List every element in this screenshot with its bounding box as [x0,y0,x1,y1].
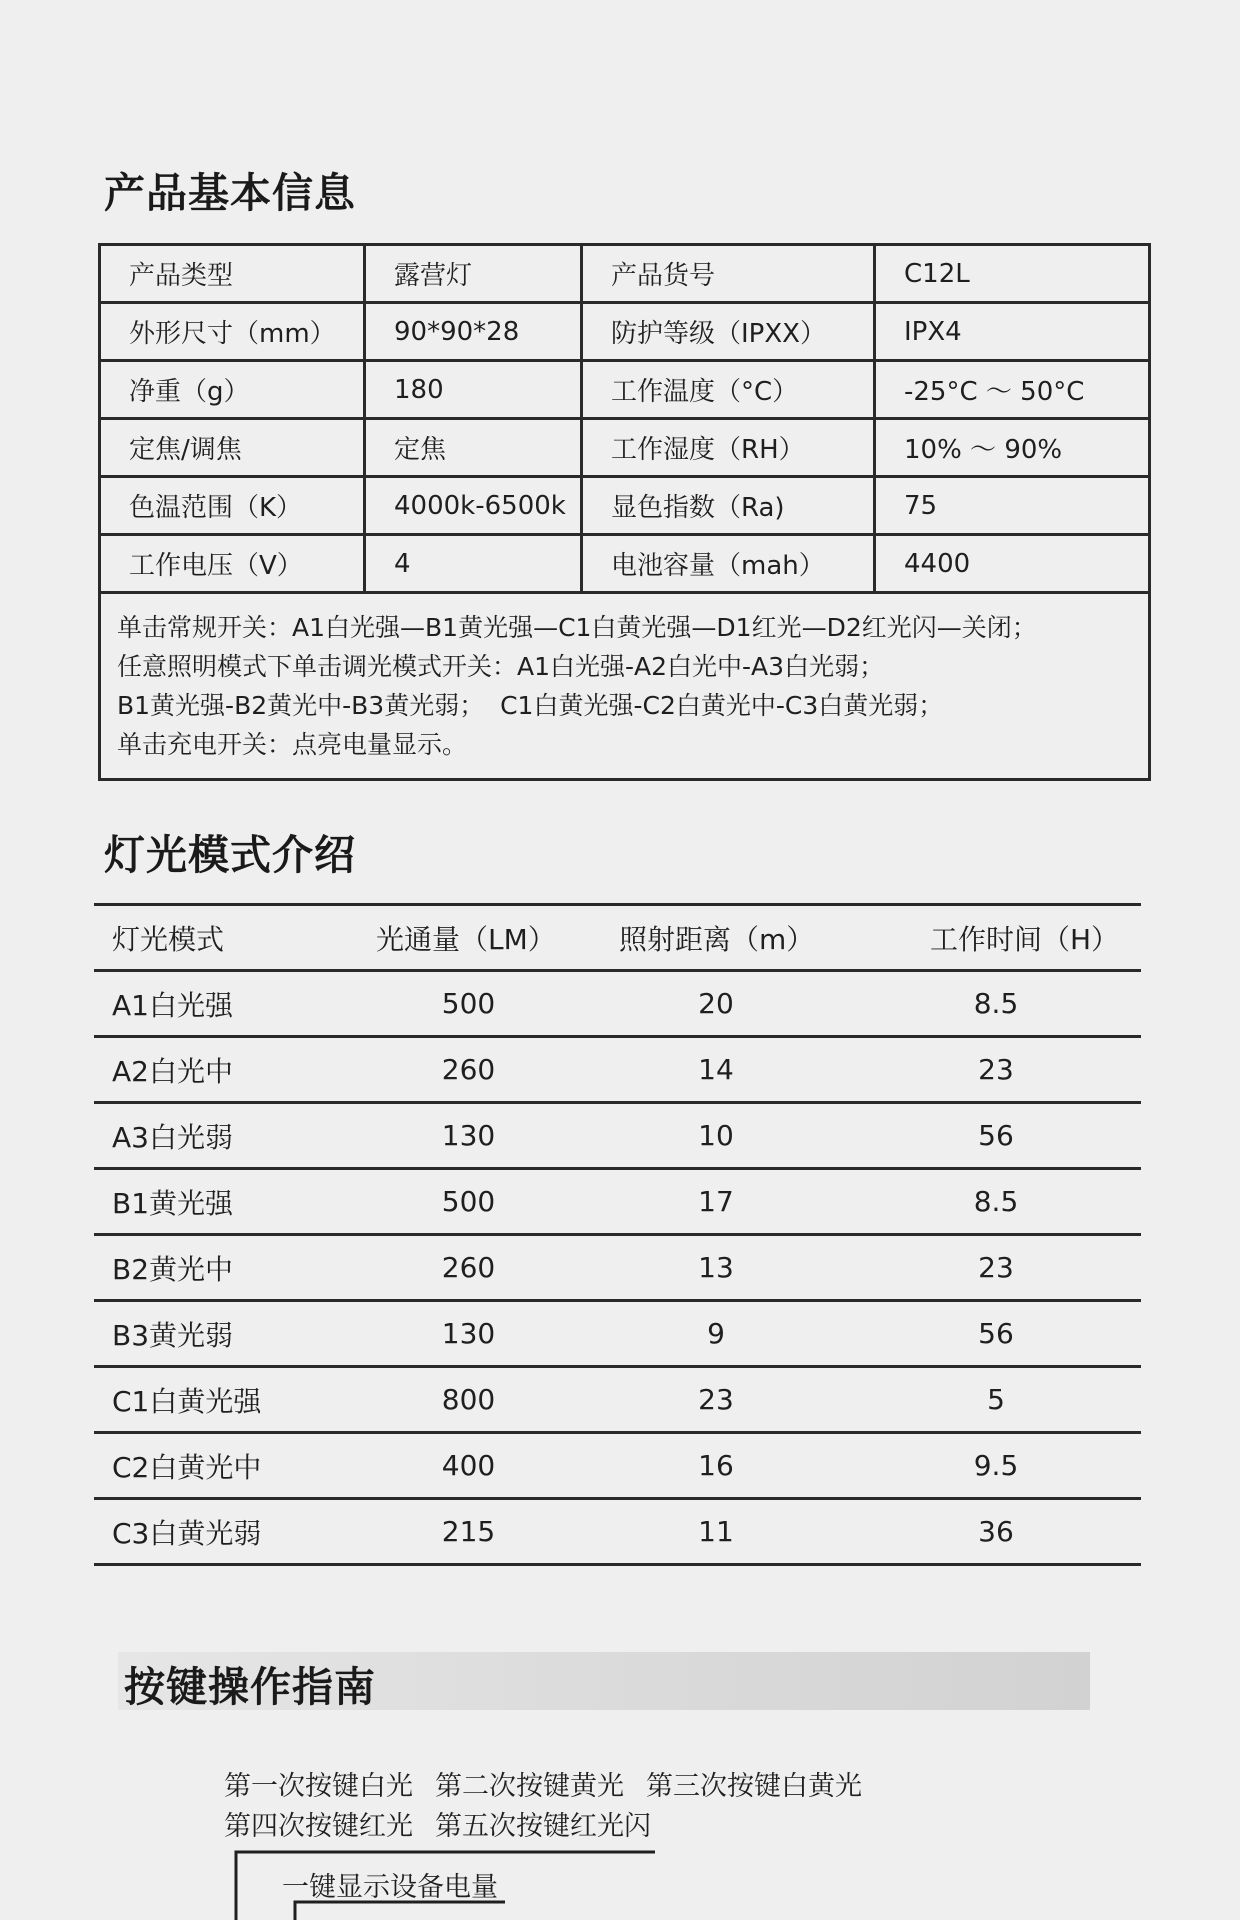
mode-name: B3黄光弱 [94,1301,356,1367]
lumen-value: 215 [356,1499,581,1565]
info-label: 防护等级（IPXX） [582,303,875,361]
info-label: 工作温度（°C） [582,361,875,419]
guide-step: 第四次按键红光 [224,1811,413,1842]
mode-name: C2白黄光中 [94,1433,356,1499]
runtime-value: 5 [851,1367,1141,1433]
header-runtime: 工作时间（H） [851,905,1141,971]
mode-name: A3白光弱 [94,1103,356,1169]
runtime-value: 56 [851,1301,1141,1367]
info-value: 180 [365,361,582,419]
lumen-value: 800 [356,1367,581,1433]
info-value: 定焦 [365,419,582,477]
info-value: 4400 [875,535,1150,593]
note-line: B1黄光强-B2黄光中-B3黄光弱； C1白黄光强-C2白黄光中-C3白黄光弱； [117,691,944,720]
guide-step: 第五次按键红光闪 [435,1811,651,1842]
runtime-value: 23 [851,1235,1141,1301]
diagram-pointer-line [295,1902,505,1920]
info-value: 4 [365,535,582,593]
info-label: 工作电压（V） [100,535,365,593]
lumen-value: 400 [356,1433,581,1499]
distance-value: 17 [581,1169,851,1235]
info-value: -25°C ～ 50°C [875,361,1150,419]
info-label: 产品类型 [100,245,365,303]
distance-value: 23 [581,1367,851,1433]
info-value: IPX4 [875,303,1150,361]
distance-value: 14 [581,1037,851,1103]
lumen-value: 260 [356,1235,581,1301]
distance-value: 11 [581,1499,851,1565]
info-value: C12L [875,245,1150,303]
info-label: 工作湿度（RH） [582,419,875,477]
info-value: 露营灯 [365,245,582,303]
header-mode: 灯光模式 [94,905,356,971]
lumen-value: 130 [356,1103,581,1169]
mode-name: B2黄光中 [94,1235,356,1301]
info-label: 外形尺寸（mm） [100,303,365,361]
info-label: 定焦/调焦 [100,419,365,477]
lumen-value: 260 [356,1037,581,1103]
lumen-value: 500 [356,1169,581,1235]
runtime-value: 56 [851,1103,1141,1169]
note-line: 任意照明模式下单击调光模式开关：A1白光强-A2白光中-A3白光弱； [117,652,885,681]
info-value: 4000k-6500k [365,477,582,535]
guide-step: 第二次按键黄光 [435,1771,624,1802]
mode-name: C1白黄光强 [94,1367,356,1433]
runtime-value: 8.5 [851,971,1141,1037]
lumen-value: 500 [356,971,581,1037]
distance-value: 10 [581,1103,851,1169]
distance-value: 13 [581,1235,851,1301]
distance-value: 20 [581,971,851,1037]
info-label: 产品货号 [582,245,875,303]
lumen-value: 130 [356,1301,581,1367]
runtime-value: 36 [851,1499,1141,1565]
battery-display-label: 一键显示设备电量 [282,1872,498,1903]
distance-value: 16 [581,1433,851,1499]
header-lumen: 光通量（LM） [356,905,581,971]
info-label: 净重（g） [100,361,365,419]
info-value: 10% ～ 90% [875,419,1150,477]
mode-name: A1白光强 [94,971,356,1037]
note-line: 单击充电开关：点亮电量显示。 [117,730,468,759]
guide-title: 按键操作指南 [124,1663,376,1711]
info-label: 显色指数（Ra) [582,477,875,535]
mode-name: B1黄光强 [94,1169,356,1235]
info-label: 电池容量（mah） [582,535,875,593]
guide-step: 第一次按键白光 [224,1771,413,1802]
runtime-value: 9.5 [851,1433,1141,1499]
info-label: 色温范围（K） [100,477,365,535]
info-value: 90*90*28 [365,303,582,361]
runtime-value: 23 [851,1037,1141,1103]
note-line: 单击常规开关：A1白光强—B1黄光强—C1白黄光强—D1红光—D2红光闪—关闭； [117,613,1037,642]
mode-name: A2白光中 [94,1037,356,1103]
info-value: 75 [875,477,1150,535]
basic-info-title: 产品基本信息 [104,169,356,217]
header-distance: 照射距离（m） [581,905,851,971]
mode-name: C3白黄光弱 [94,1499,356,1565]
light-modes-title: 灯光模式介绍 [104,831,356,879]
distance-value: 9 [581,1301,851,1367]
runtime-value: 8.5 [851,1169,1141,1235]
guide-step: 第三次按键白黄光 [646,1771,862,1802]
